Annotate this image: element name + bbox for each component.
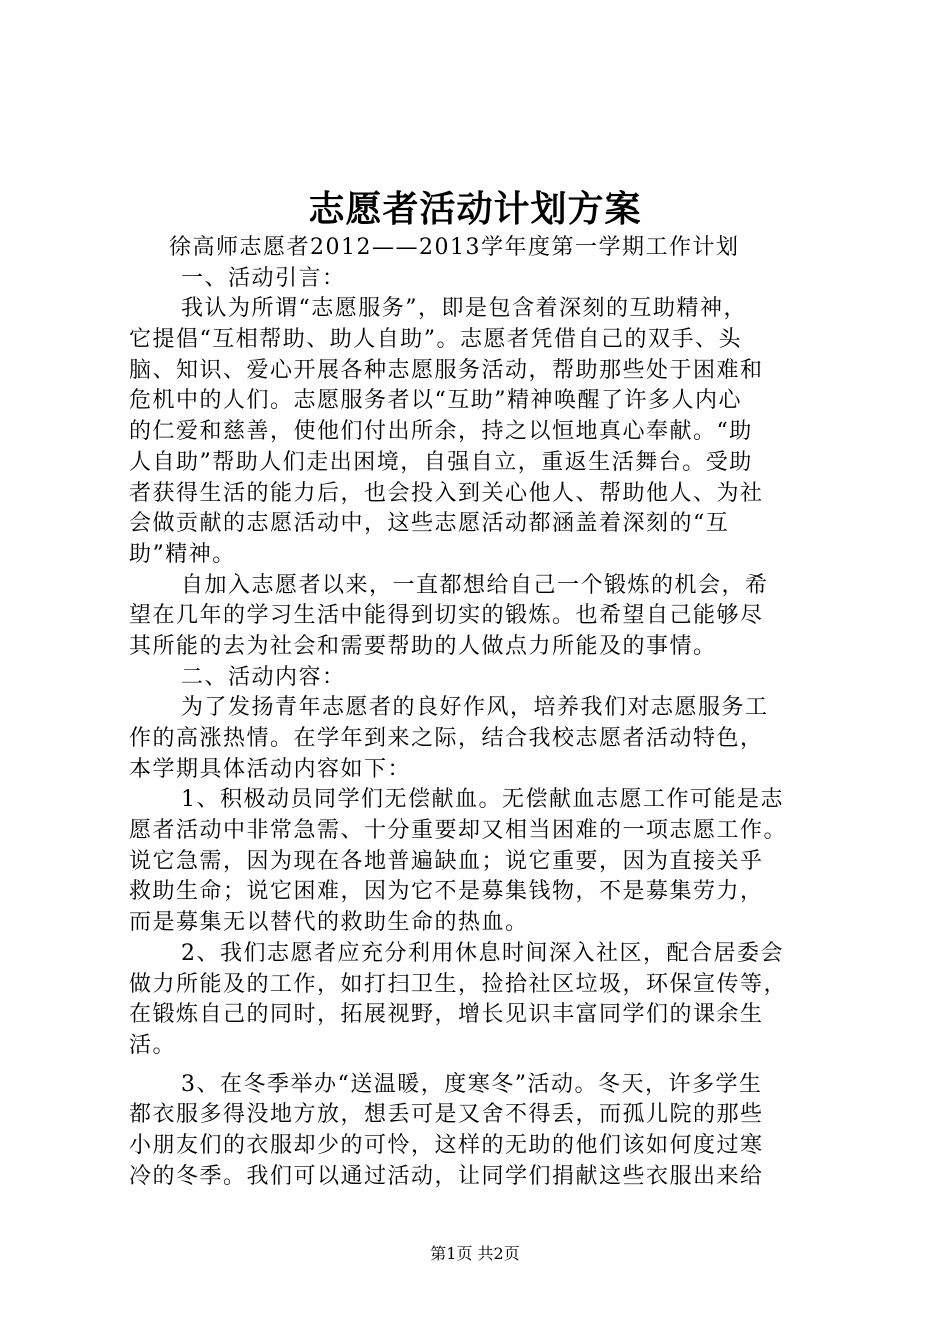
document-title: 志愿者活动计划方案 [308, 188, 642, 230]
paragraph-motivation [129, 571, 837, 663]
paragraph-line: 会做贡献的志愿活动中，这些志愿活动都涵盖着深刻的“互 [129, 511, 730, 537]
paragraph-line: 3、在冬季举办“送温暖，度寒冬”活动。冬天，许多学生 [181, 1071, 763, 1097]
spacer [129, 1062, 837, 1070]
paragraph-intro [129, 294, 837, 570]
page-footer: 第1页 共2页 [430, 1244, 520, 1263]
paragraph-line: 自加入志愿者以来，一直都想给自己一个锻炼的机会，希 [181, 572, 769, 598]
list-item-community [129, 939, 837, 1062]
paragraph-line: 的仁爱和慈善，使他们付出所余，持之以恒地真心奉献。“助 [129, 419, 753, 445]
paragraph-line: 望在几年的学习生活中能得到切实的锻炼。也希望自己能够尽 [129, 603, 764, 629]
paragraph-content-intro [129, 693, 837, 785]
paragraph-line: 其所能的去为社会和需要帮助的人做点力所能及的事情。 [129, 633, 717, 659]
paragraph-line: 本学期具体活动内容如下： [129, 756, 412, 782]
paragraph-line: 我认为所谓“志愿服务”，即是包含着深刻的互助精神， [181, 296, 747, 322]
paragraph-line: 活。 [129, 1032, 177, 1058]
paragraph-line: 者获得生活的能力后，也会投入到关心他人、帮助他人、为社 [129, 480, 764, 506]
paragraph-line: 都衣服多得没地方放，想丢可是又舍不得丢，而孤儿院的那些 [129, 1102, 764, 1128]
paragraph-line: 在锻炼自己的同时，拓展视野，增长见识丰富同学们的课余生 [129, 1002, 764, 1028]
subtitle-line: 徐高师志愿者2012——2013学年度第一学期工作计划 [169, 235, 740, 260]
document-body [129, 233, 837, 1192]
paragraph-line: 作的高涨热情。在学年到来之际，结合我校志愿者活动特色， [129, 726, 764, 751]
paragraph-line: 说它急需，因为现在各地普遍缺血；说它重要，因为直接关乎 [129, 848, 764, 874]
list-item-winter-warmth [129, 1070, 837, 1193]
paragraph-line: 1、积极动员同学们无偿献血。无偿献血志愿工作可能是志 [181, 787, 784, 813]
paragraph-line: 人自助”帮助人们走出困境，自强自立，重返生活舞台。受助 [129, 449, 753, 475]
paragraph-line: 愿者活动中非常急需、十分重要却又相当困难的一项志愿工作。 [129, 818, 788, 844]
paragraph-line: 为了发扬青年志愿者的良好作风，培养我们对志愿服务工 [181, 695, 769, 721]
paragraph-line: 救助生命；说它困难，因为它不是募集钱物，不是募集劳力， [129, 879, 764, 905]
paragraph-line: 而是募集无以替代的救助生命的热血。 [129, 910, 529, 936]
paragraph-line: 它提倡“互相帮助、助人自助”。志愿者凭借自己的双手、头 [129, 327, 742, 353]
list-item-blood-donation [129, 785, 837, 938]
paragraph-line: 做力所能及的工作，如打扫卫生，捡拾社区垃圾，环保宣传等， [129, 971, 788, 997]
paragraph-line: 2、我们志愿者应充分利用休息时间深入社区，配合居委会 [181, 940, 784, 966]
section-heading-content: 二、活动内容： [181, 664, 346, 690]
paragraph-line: 冷的冬季。我们可以通过活动，让同学们捐献这些衣服出来给 [129, 1163, 764, 1189]
paragraph-line: 脑、知识、爱心开展各种志愿服务活动，帮助那些处于困难和 [129, 357, 764, 383]
paragraph-line: 危机中的人们。志愿服务者以“互助”精神唤醒了许多人内心 [129, 388, 742, 414]
paragraph-line: 小朋友们的衣服却少的可怜，这样的无助的他们该如何度过寒 [129, 1132, 764, 1158]
section-heading-intro: 一、活动引言： [181, 265, 346, 291]
paragraph-line: 助”精神。 [129, 541, 236, 567]
